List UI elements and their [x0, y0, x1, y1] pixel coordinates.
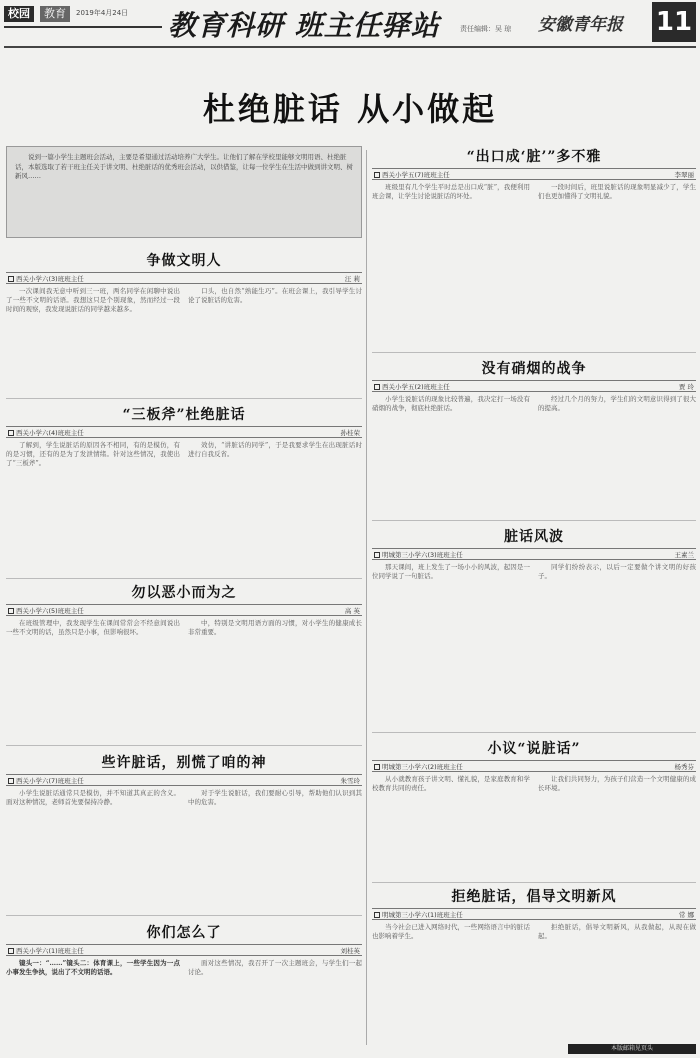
article-column-left	[372, 395, 530, 413]
byline-author: 贾 玲	[678, 382, 694, 391]
article-text: 了解到，学生说脏话的原因各不相同，有的是模仿，有的是习惯，还有的是为了发泄情绪。针对这些情况，我使出了“三板斧”。	[6, 441, 180, 468]
section-divider	[372, 732, 696, 733]
byline-author: 常 娜	[678, 910, 694, 919]
article-column-right	[188, 441, 362, 469]
article-column-right	[538, 183, 696, 201]
section-divider	[372, 882, 696, 883]
article-1	[6, 250, 362, 395]
article-text: 效仿，“讲脏话的同学”，于是我要求学生在出现脏话时进行自我反省。	[188, 441, 362, 459]
article-byline	[372, 548, 696, 560]
article-byline	[372, 760, 696, 772]
section-divider	[6, 745, 362, 746]
article-column-right	[188, 789, 362, 807]
article-3	[6, 582, 362, 732]
byline-school: 西关小学六(3)班班主任	[16, 274, 84, 283]
byline-author: 李翠丽	[674, 170, 694, 179]
article-byline	[6, 604, 362, 616]
masthead-left	[4, 4, 164, 44]
article-text: 中，特别是文明用语方面的习惯，对小学生的健康成长非常重要。	[188, 619, 362, 637]
square-icon	[8, 430, 14, 436]
article-title: 小议“说脏话”	[487, 741, 581, 757]
byline-school: 西关小学六(5)班班主任	[16, 606, 84, 615]
article-8	[372, 526, 696, 726]
article-column-left	[6, 441, 180, 469]
section-divider	[372, 352, 696, 353]
intro-box: 说到一篇小学生主题班会活动，主要是希望通过活动培养广大学生。让他们了解在学校里能够文明用语、杜绝脏话，本版选取了若干班主任关于讲文明、杜绝脏话的优秀班会活动，以供借鉴，让每一位学生在生活中做到讲文明、树新风……	[6, 146, 362, 238]
article-column-right	[538, 775, 696, 793]
article-title: 脏话风波	[504, 529, 564, 545]
article-text: 一段时间后，班里说脏话的现象明显减少了，学生们也更加懂得了文明礼貌。	[538, 183, 696, 201]
article-text: 镜头一：“……”镜头二：体育课上，一些学生因为一点小事发生争执，说出了不文明的话语。	[6, 959, 180, 977]
section-divider	[372, 520, 696, 521]
square-icon	[8, 276, 14, 282]
article-byline	[372, 168, 696, 180]
article-text: 同学们纷纷表示，以后一定要做个讲文明的好孩子。	[538, 563, 696, 581]
square-icon	[374, 384, 380, 390]
article-byline	[6, 426, 362, 438]
article-byline	[6, 774, 362, 786]
article-column-left	[372, 183, 530, 201]
section-divider	[6, 578, 362, 579]
article-text: 班级里有几个学生平时总是出口成“脏”，我便利用班会课，让学生讨论说脏话的坏处。	[372, 183, 530, 201]
article-text: 那天课间，班上发生了一场小小的风波，起因是一位同学说了一句脏话。	[372, 563, 530, 581]
article-column-right	[538, 563, 696, 581]
square-icon	[374, 764, 380, 770]
article-6	[372, 146, 696, 346]
page-headline: 杜绝脏话 从小做起	[202, 90, 498, 128]
square-icon	[374, 552, 380, 558]
article-column-right	[188, 619, 362, 637]
article-column-right	[538, 923, 696, 941]
article-column-left	[6, 287, 180, 315]
article-2	[6, 404, 362, 574]
article-title: 你们怎么了	[146, 925, 222, 941]
article-byline	[372, 908, 696, 920]
masthead-divider	[4, 46, 696, 48]
article-column-right	[188, 959, 362, 977]
article-text: 小学生说脏话的现象比较普遍，我决定打一场没有硝烟的战争，彻底杜绝脏话。	[372, 395, 530, 413]
square-icon	[8, 948, 14, 954]
section-tag: 校园	[4, 6, 34, 22]
article-text: 经过几个月的努力，学生们的文明意识得到了很大的提高。	[538, 395, 696, 413]
byline-author: 高 英	[344, 606, 360, 615]
square-icon	[8, 608, 14, 614]
section-divider	[6, 915, 362, 916]
article-text: 一次课间我无意中听到三一班，两名同学在闲聊中说出了一些不文明的话语。我想这只是个别现象，然而经过一段时间的观察，我发现说脏话的同学越来越多。	[6, 287, 180, 314]
column-title: 教育科研 班主任驿站	[168, 9, 440, 42]
article-column-left	[372, 775, 530, 793]
article-9	[372, 738, 696, 878]
article-text: 拒绝脏话，倡导文明新风，从我做起，从现在做起。	[538, 923, 696, 941]
article-column-left	[372, 923, 530, 941]
article-byline	[6, 944, 362, 956]
newspaper-name: 安徽青年报	[538, 15, 623, 35]
masthead	[0, 0, 700, 46]
square-icon	[374, 912, 380, 918]
article-title: 没有硝烟的战争	[481, 361, 587, 377]
article-title: 拒绝脏话，倡导文明新风	[451, 889, 617, 905]
byline-author: 王素兰	[674, 550, 694, 559]
masthead-rule	[4, 26, 162, 28]
article-column-right	[538, 395, 696, 413]
article-column-right	[188, 287, 362, 315]
byline-school: 西关小学六(4)班班主任	[16, 428, 84, 437]
article-title: 些许脏话，别慌了咱的神	[101, 755, 267, 771]
section-tag-secondary: 教育	[40, 6, 70, 22]
article-column-left	[6, 619, 180, 637]
byline-school: 明城第三小学六(3)班班主任	[382, 550, 463, 559]
article-title: “三板斧”杜绝脏话	[122, 407, 246, 423]
byline-author: 孙桂荣	[340, 428, 360, 437]
byline-author: 朱雪玲	[340, 776, 360, 785]
byline-school: 西关小学五(7)班班主任	[382, 170, 450, 179]
footer-note: 本版邮箱见页头	[568, 1044, 696, 1054]
byline-author: 汪 莉	[344, 274, 360, 283]
page-number: 11	[652, 2, 696, 42]
byline-author: 刘桂英	[340, 946, 360, 955]
section-divider	[6, 398, 362, 399]
article-text: 口头，也自然“熟能生巧”。在班会课上，我引导学生讨论了说脏话的危害。	[188, 287, 362, 305]
column-divider	[366, 150, 367, 1045]
article-column-left	[6, 789, 180, 807]
article-10	[372, 886, 696, 1041]
article-text: 对于学生说脏话，我们要耐心引导，帮助他们认识到其中的危害。	[188, 789, 362, 807]
issue-date: 2019年4月24日	[76, 9, 129, 17]
article-text: 面对这些情况，我召开了一次主题班会，与学生们一起讨论。	[188, 959, 362, 977]
article-column-left	[6, 959, 180, 977]
article-title: “出口成‘脏’”多不雅	[466, 149, 602, 165]
article-column-left	[372, 563, 530, 581]
article-4	[6, 752, 362, 912]
square-icon	[374, 172, 380, 178]
article-text: 在班级管理中，我发现学生在课间常常会不经意间说出一些不文明的话，虽然只是小事，但影响很坏。	[6, 619, 180, 637]
article-byline	[6, 272, 362, 284]
article-byline	[372, 380, 696, 392]
article-7	[372, 358, 696, 513]
byline-school: 明城第三小学六(2)班班主任	[382, 762, 463, 771]
article-text: 让我们共同努力，为孩子们营造一个文明健康的成长环境。	[538, 775, 696, 793]
article-title: 争做文明人	[146, 253, 222, 269]
article-title: 勿以恶小而为之	[131, 585, 237, 601]
article-text: 小学生说脏话通常只是模仿，并不知道其真正的含义。面对这种情况，老师首先要保持冷静。	[6, 789, 180, 807]
byline-school: 明城第三小学六(1)班班主任	[382, 910, 463, 919]
square-icon	[8, 778, 14, 784]
byline-school: 西关小学六(1)班班主任	[16, 946, 84, 955]
article-5	[6, 922, 362, 1052]
byline-school: 西关小学六(7)班班主任	[16, 776, 84, 785]
article-text: 当今社会已进入网络时代，一些网络语言中的脏话也影响着学生。	[372, 923, 530, 941]
byline-school: 西关小学五(2)班班主任	[382, 382, 450, 391]
byline-author: 杨秀芬	[674, 762, 694, 771]
article-text: 从小就教育孩子讲文明、懂礼貌，是家庭教育和学校教育共同的责任。	[372, 775, 530, 793]
editor-credit: 责任编辑：吴 琼	[460, 25, 512, 33]
